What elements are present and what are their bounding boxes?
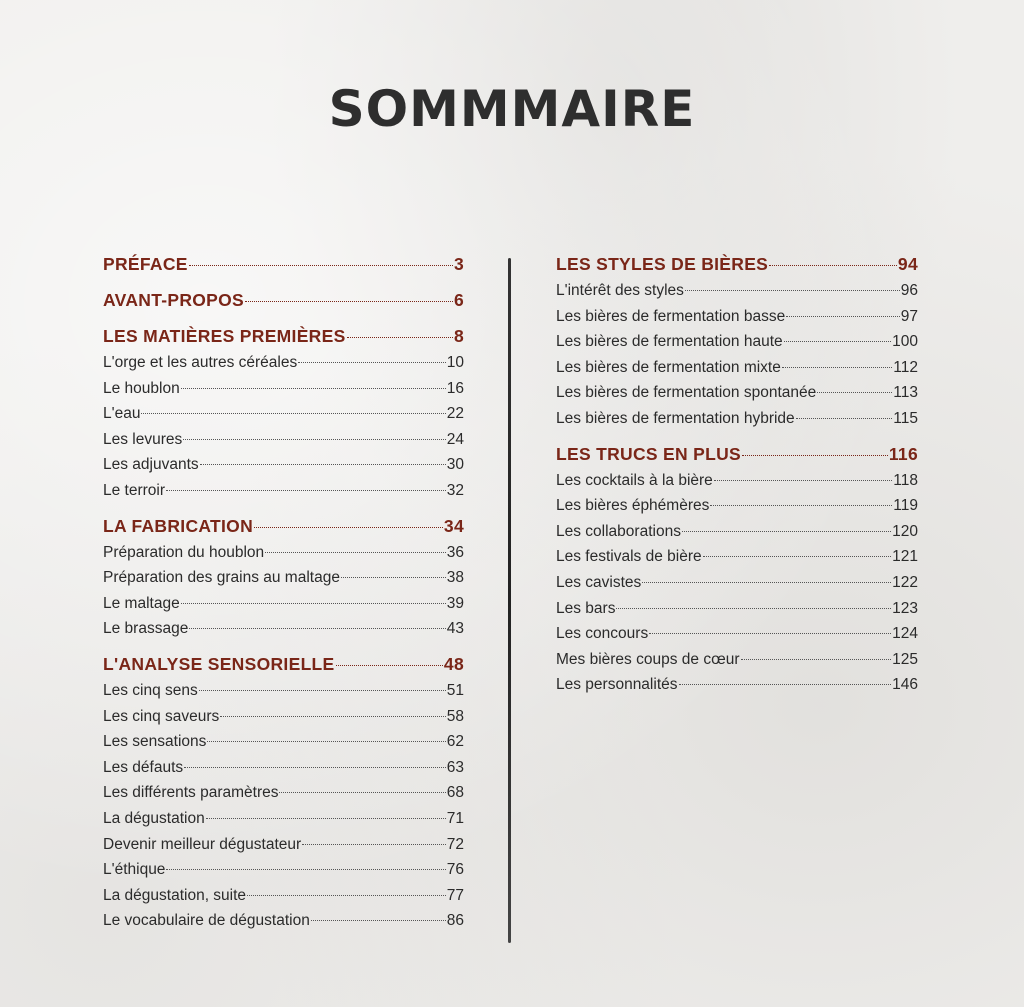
entry-label: Les bières de fermentation mixte (556, 358, 781, 376)
dot-leader (685, 290, 900, 291)
dot-leader (141, 413, 445, 414)
dot-leader (207, 741, 445, 742)
toc-section-heading[interactable] (103, 322, 464, 350)
entry-page-number: 32 (446, 481, 464, 499)
section-title: L'ANALYSE SENSORIELLE (103, 653, 335, 674)
entry-label: Les collaborations (556, 522, 681, 540)
dot-leader (302, 844, 446, 845)
entry-page-number: 96 (900, 282, 918, 299)
toc-section-heading[interactable] (103, 286, 464, 314)
toc-section (103, 250, 464, 278)
toc-section (556, 440, 918, 698)
entry-label: Les adjuvants (103, 456, 199, 474)
entry-page-number: 123 (892, 599, 918, 617)
entry-label: Les différents paramètres (103, 784, 279, 802)
dot-leader (265, 552, 446, 553)
entry-label: Les festivals de bière (556, 548, 702, 566)
dot-leader (199, 690, 446, 691)
entry-page-number: 36 (446, 543, 464, 561)
toc-entry[interactable] (103, 350, 464, 376)
entry-page-number: 43 (446, 620, 464, 638)
entry-label: L'orge et les autres céréales (103, 354, 298, 371)
entry-label: Les cinq sens (103, 681, 198, 699)
toc-entry[interactable] (103, 452, 464, 478)
entry-label: Devenir meilleur dégustateur (103, 835, 302, 853)
dot-leader (184, 767, 446, 768)
entry-page-number: 24 (446, 430, 464, 448)
entry-page-number: 115 (893, 409, 918, 427)
entry-label: Préparation du houblon (103, 543, 265, 561)
entry-label: Préparation des grains au maltage (103, 569, 340, 587)
entry-label: L'eau (103, 405, 141, 423)
entry-page-number: 76 (446, 861, 464, 879)
entry-label: Les concours (556, 625, 649, 643)
entry-label: Le houblon (103, 379, 180, 397)
column-divider (508, 258, 511, 943)
dot-leader (183, 439, 445, 440)
dot-leader (714, 480, 892, 481)
entry-page-number: 62 (446, 733, 464, 751)
entry-page-number: 125 (892, 650, 918, 668)
dot-leader (181, 388, 446, 389)
toc-section (556, 250, 918, 432)
toc-entry[interactable] (556, 355, 918, 381)
toc-entry[interactable] (556, 304, 918, 330)
toc-section-heading[interactable] (556, 440, 918, 468)
dot-leader (741, 659, 892, 660)
toc-section (103, 512, 464, 642)
toc-section-heading[interactable] (556, 250, 918, 278)
dot-leader (189, 628, 445, 629)
dot-leader (769, 265, 897, 266)
toc-entry[interactable] (103, 540, 464, 566)
section-title: LES MATIÈRES PREMIÈRES (103, 326, 346, 346)
entry-label: Les levures (103, 430, 183, 448)
entry-label: Les bières de fermentation hybride (556, 409, 795, 427)
toc-entry[interactable] (556, 621, 918, 647)
section-title: LES TRUCS EN PLUS (556, 443, 741, 464)
toc-entry[interactable] (556, 570, 918, 596)
entry-page-number: 118 (893, 471, 918, 489)
toc-entry[interactable] (103, 401, 464, 427)
entry-page-number: 58 (446, 707, 464, 725)
toc-section-heading[interactable] (103, 250, 464, 278)
dot-leader (703, 556, 892, 557)
entry-page-number: 124 (892, 625, 918, 643)
toc-entry[interactable] (103, 478, 464, 504)
toc-section (103, 322, 464, 504)
entry-label: Les cavistes (556, 573, 642, 591)
dot-leader (679, 684, 892, 685)
toc-entry[interactable] (556, 647, 918, 673)
toc-right-column (556, 250, 918, 706)
section-page-number: 48 (443, 653, 464, 674)
entry-page-number: 86 (446, 912, 464, 930)
entry-page-number: 10 (446, 354, 464, 371)
toc-section-heading[interactable] (103, 512, 464, 540)
entry-page-number: 97 (900, 307, 918, 325)
entry-page-number: 112 (893, 358, 918, 376)
section-page-number: 3 (453, 254, 464, 274)
entry-page-number: 63 (446, 758, 464, 776)
entry-page-number: 146 (892, 676, 918, 694)
toc-entry[interactable] (556, 329, 918, 355)
dot-leader (298, 362, 446, 363)
section-page-number: 34 (443, 515, 464, 536)
dot-leader (166, 869, 445, 870)
dot-leader (616, 608, 891, 609)
entry-page-number: 39 (446, 594, 464, 612)
toc-entry[interactable] (103, 883, 464, 909)
dot-leader (200, 464, 446, 465)
dot-leader (642, 582, 891, 583)
dot-leader (279, 792, 445, 793)
dot-leader (336, 665, 443, 666)
toc-section (103, 286, 464, 314)
entry-page-number: 122 (892, 573, 918, 591)
dot-leader (254, 527, 443, 528)
dot-leader (220, 716, 445, 717)
dot-leader (786, 316, 900, 317)
entry-label: Mes bières coups de cœur (556, 650, 740, 668)
entry-label: La dégustation (103, 809, 205, 827)
toc-entry[interactable] (103, 832, 464, 858)
dot-leader (817, 392, 892, 393)
entry-label: Les bières de fermentation basse (556, 307, 786, 325)
section-title: LES STYLES DE BIÈRES (556, 254, 769, 274)
dot-leader (347, 337, 453, 338)
entry-page-number: 71 (446, 809, 464, 827)
section-page-number: 8 (453, 326, 464, 346)
entry-label: Les bières de fermentation haute (556, 333, 783, 351)
entry-label: Les bières éphémères (556, 497, 710, 515)
dot-leader (649, 633, 891, 634)
toc-entry[interactable] (556, 672, 918, 698)
entry-label: Le brassage (103, 620, 189, 638)
entry-page-number: 77 (446, 886, 464, 904)
toc-entry[interactable] (556, 596, 918, 622)
entry-page-number: 22 (446, 405, 464, 423)
entry-page-number: 113 (893, 384, 918, 402)
toc-entry[interactable] (103, 780, 464, 806)
toc-entry[interactable] (556, 493, 918, 519)
toc-entry[interactable] (103, 857, 464, 883)
entry-label: L'intérêt des styles (556, 282, 684, 299)
section-page-number: 116 (888, 443, 918, 464)
entry-page-number: 100 (892, 333, 918, 351)
dot-leader (245, 301, 453, 302)
dot-leader (784, 341, 892, 342)
dot-leader (796, 418, 893, 419)
toc-entry[interactable] (103, 729, 464, 755)
toc-section (103, 650, 464, 934)
section-title: PRÉFACE (103, 254, 188, 274)
toc-entry[interactable] (103, 427, 464, 453)
entry-page-number: 119 (893, 497, 918, 515)
toc-entry[interactable] (103, 591, 464, 617)
entry-label: Les cinq saveurs (103, 707, 220, 725)
dot-leader (782, 367, 892, 368)
toc-entry[interactable] (556, 380, 918, 406)
section-title: AVANT-PROPOS (103, 290, 245, 310)
entry-page-number: 68 (446, 784, 464, 802)
toc-entry[interactable] (556, 519, 918, 545)
entry-label: Les sensations (103, 733, 207, 751)
entry-page-number: 38 (446, 569, 464, 587)
toc-entry[interactable] (556, 406, 918, 432)
toc-entry[interactable] (556, 544, 918, 570)
entry-page-number: 72 (446, 835, 464, 853)
entry-label: Les bars (556, 599, 616, 617)
dot-leader (181, 603, 446, 604)
toc-entry[interactable] (103, 806, 464, 832)
entry-label: Les cocktails à la bière (556, 471, 713, 489)
toc-entry[interactable] (556, 278, 918, 304)
dot-leader (710, 505, 892, 506)
entry-label: Le vocabulaire de dégustation (103, 912, 310, 930)
dot-leader (166, 490, 446, 491)
entry-label: Les bières de fermentation spontanée (556, 384, 817, 402)
entry-label: Le terroir (103, 481, 166, 499)
dot-leader (311, 920, 446, 921)
section-page-number: 94 (897, 254, 918, 274)
dot-leader (206, 818, 446, 819)
toc-entry[interactable] (103, 376, 464, 402)
toc-entry[interactable] (103, 908, 464, 934)
entry-label: Les personnalités (556, 676, 678, 694)
toc-entry[interactable] (556, 468, 918, 494)
entry-label: La dégustation, suite (103, 886, 247, 904)
entry-label: L'éthique (103, 861, 166, 879)
dot-leader (742, 455, 888, 456)
entry-page-number: 16 (446, 379, 464, 397)
toc-entry[interactable] (103, 678, 464, 704)
entry-page-number: 121 (892, 548, 918, 566)
toc-left-column (103, 250, 464, 942)
dot-leader (341, 577, 446, 578)
toc-section-heading[interactable] (103, 650, 464, 678)
page-title: SOMMMAIRE (328, 80, 696, 138)
entry-page-number: 30 (446, 456, 464, 474)
toc-entry[interactable] (103, 704, 464, 730)
toc-entry[interactable] (103, 565, 464, 591)
section-title: LA FABRICATION (103, 515, 254, 536)
dot-leader (247, 895, 446, 896)
toc-entry[interactable] (103, 755, 464, 781)
dot-leader (189, 265, 453, 266)
entry-label: Le maltage (103, 594, 180, 612)
toc-entry[interactable] (103, 616, 464, 642)
entry-page-number: 120 (892, 522, 918, 540)
section-page-number: 6 (453, 290, 464, 310)
dot-leader (682, 531, 891, 532)
entry-label: Les défauts (103, 758, 184, 776)
entry-page-number: 51 (446, 681, 464, 699)
